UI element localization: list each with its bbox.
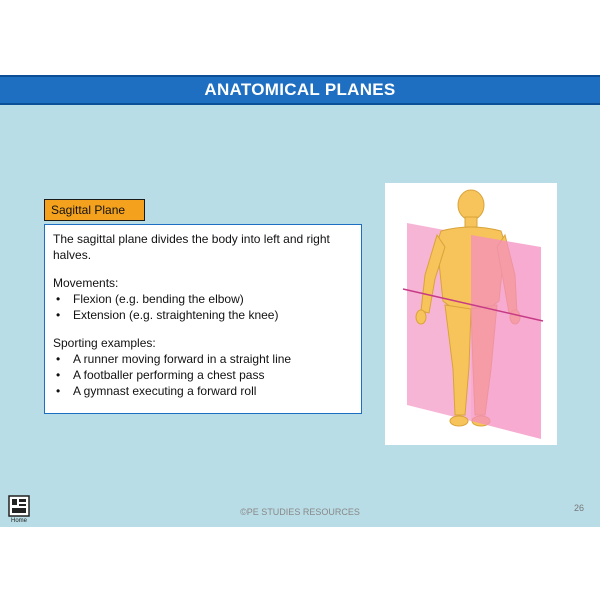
examples-heading: Sporting examples: — [53, 336, 156, 350]
movements-heading: Movements: — [53, 276, 119, 290]
copyright-text: ©PE STUDIES RESOURCES — [240, 507, 360, 517]
list-item: • Flexion (e.g. bending the elbow) — [53, 291, 353, 307]
list-item: • A gymnast executing a forward roll — [53, 383, 353, 399]
movements-list — [53, 291, 353, 323]
slide-title: ANATOMICAL PLANES — [0, 75, 600, 105]
list-item: • A footballer performing a chest pass — [53, 367, 353, 383]
home-label[interactable]: Home — [10, 518, 27, 524]
home-icon[interactable] — [8, 495, 30, 519]
slide — [0, 75, 600, 527]
page-number: 26 — [573, 503, 584, 513]
description-text: The sagittal plane divides the body into left and right halves. — [53, 232, 330, 262]
list-item: • A runner moving forward in a straight line — [53, 351, 353, 367]
section-label: Sagittal Plane — [44, 199, 145, 221]
list-item: • Extension (e.g. straightening the knee) — [53, 307, 353, 323]
sagittal-plane-figure — [385, 183, 557, 445]
examples-list — [53, 351, 353, 399]
content-box — [44, 224, 362, 414]
sagittal-plane-front — [471, 235, 541, 439]
